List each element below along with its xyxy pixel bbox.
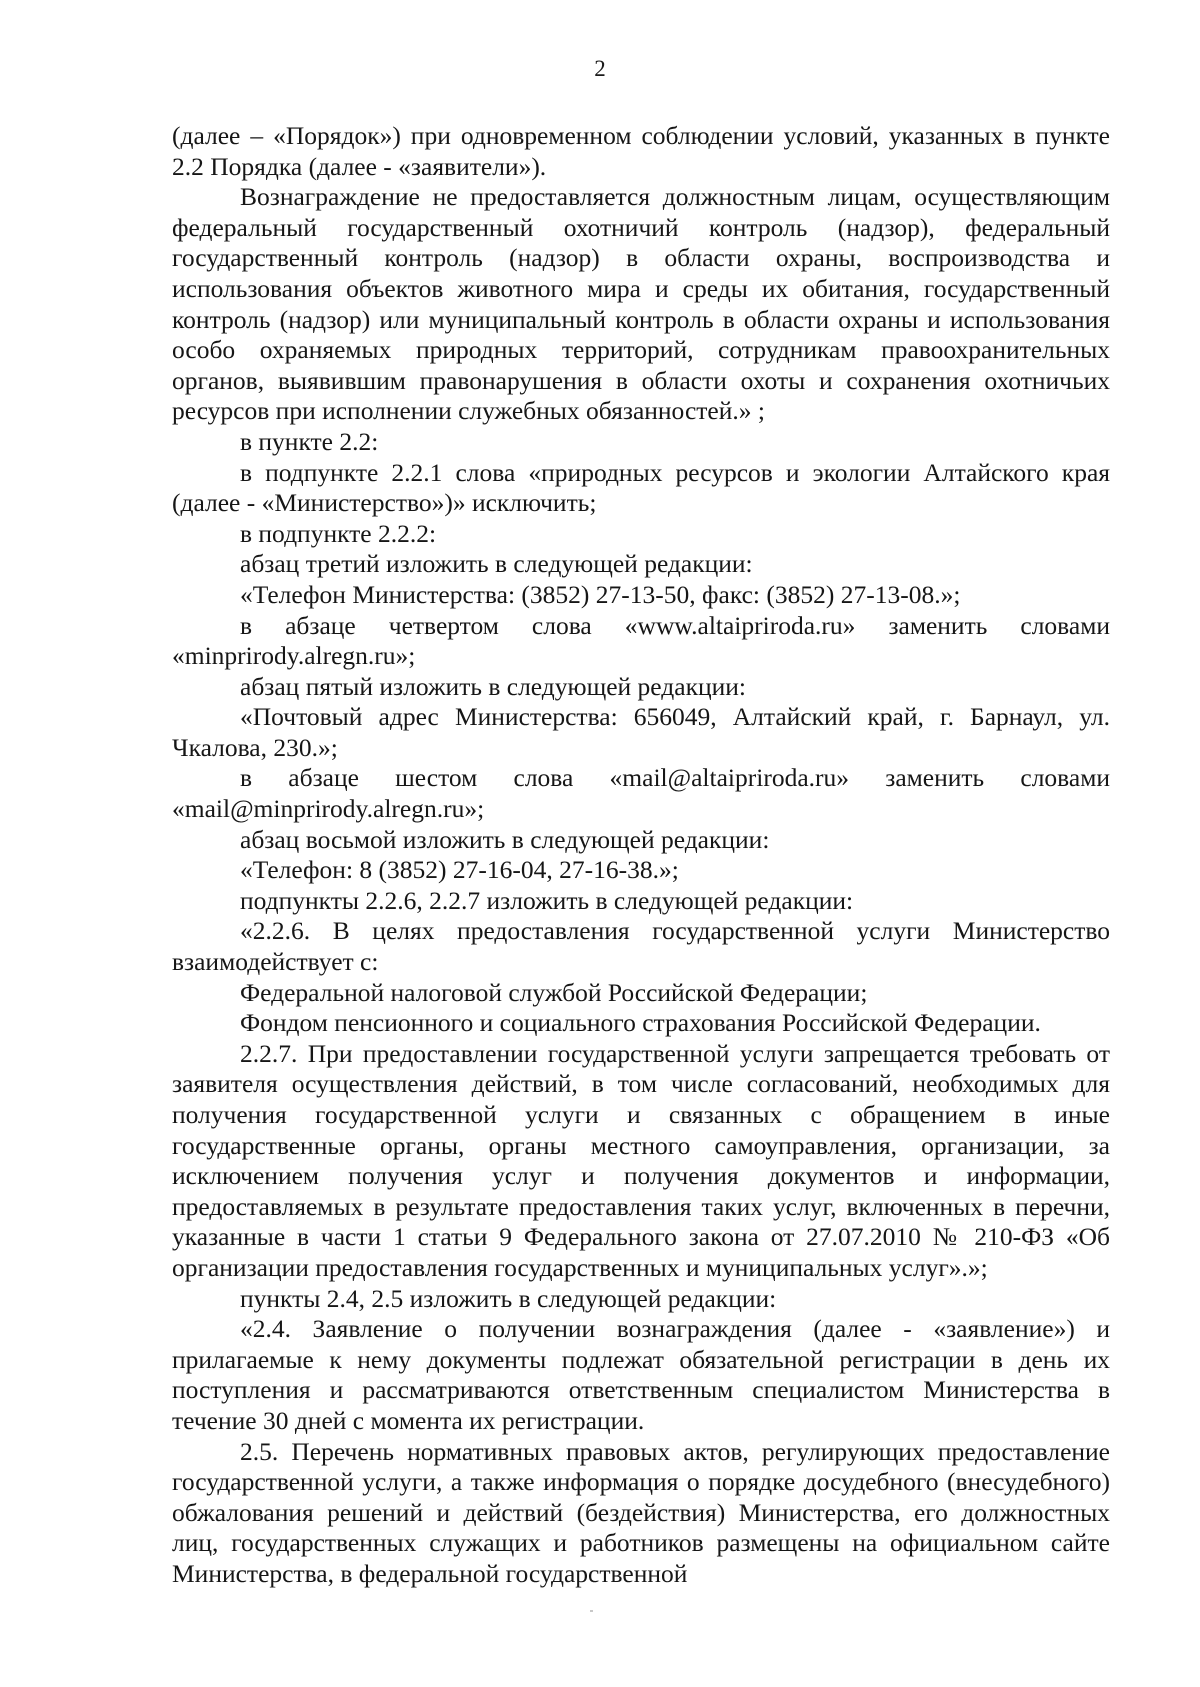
paragraph-pension-fund: Фондом пенсионного и социального страхования Российской Федерации. (240, 1008, 1041, 1038)
paragraph-tax-service: Федеральной налоговой службой Российской Федерации; (240, 977, 868, 1007)
paragraph-point-2-2: в пункте 2.2: (240, 426, 379, 456)
paragraph-2-2-6: «2.2.6. В целях предоставления государственной услуги Министерство взаимодействует с: (172, 916, 1110, 977)
paragraph-phone-fax: «Телефон Министерства: (3852) 27-13-50, факс: (3852) 27-13-08.»; (240, 579, 961, 609)
paragraph-continuation: (далее – «Порядок») при одновременном соблюдении условий, указанных в пункте 2.2 Порядка (далее - «заявители»). (172, 121, 1110, 181)
document-body (172, 121, 1110, 1590)
paragraph-abzac-8: абзац восьмой изложить в следующей редакции: (240, 824, 770, 854)
page-number: 2 (594, 56, 606, 81)
paragraph-abzac-3: абзац третий изложить в следующей редакции: (240, 549, 753, 579)
paragraph-reward-exclusion: Вознаграждение не предоставляется должностным лицам, осуществляющим федеральный государственный охотничий контроль (надзор), федеральный государственный контроль (надзор) в области охраны, воспроизводства и использования объектов животного мира и среды их обитания, государственный контроль (надзор) или муниципальный контроль в области охраны и использования особо охраняемых природных территорий, сотрудникам правоохранительных органов, выявившим правонарушения в области охоты и сохранения охотничьих ресурсов при исполнении служебных обязанностей.» ; (172, 182, 1110, 426)
paragraph-abzac-5: абзац пятый изложить в следующей редакции: (240, 671, 746, 701)
paragraph-subpoints-2-2-6-2-2-7: подпункты 2.2.6, 2.2.7 изложить в следующей редакции: (240, 885, 854, 915)
paragraph-subpoint-2-2-2: в подпункте 2.2.2: (240, 518, 437, 548)
paragraph-points-2-4-2-5: пункты 2.4, 2.5 изложить в следующей редакции: (240, 1283, 777, 1313)
paragraph-2-5: 2.5. Перечень нормативных правовых актов, регулирующих предоставление государственной услуги, а также информация о порядке досудебного (внесудебного) обжалования решений и действий (бездействия) Министерства, его должностных лиц, государственных служащих и работников размещены на официальном сайте Министерства, в федеральной государственной (172, 1436, 1110, 1588)
paragraph-postal-address: «Почтовый адрес Министерства: 656049, Алтайский край, г. Барнаул, ул. Чкалова, 230.»; (172, 702, 1110, 762)
paragraph-2-2-7: 2.2.7. При предоставлении государственной услуги запрещается требовать от заявителя осуществления действий, в том числе согласований, необходимых для получения государственной услуги и связанных с обращением в иные государственные органы, органы местного самоуправления, организации, за исключением получения услуг и получения документов и информации, предоставляемых в результате предоставления таких услуг, включенных в перечни, указанные в части 1 статьи 9 Федерального закона от 27.07.2010 № 210-ФЗ «Об организации предоставления государственных и муниципальных услуг».»; (172, 1038, 1110, 1282)
paragraph-subpoint-2-2-1: в подпункте 2.2.1 слова «природных ресурсов и экологии Алтайского края (далее - «Министерство»)» исключить; (172, 457, 1110, 518)
paragraph-abzac-4: в абзаце четвертом слова «www.altaipriroda.ru» заменить словами «minprirody.alregn.ru»; (172, 610, 1110, 671)
paragraph-abzac-6: в абзаце шестом слова «mail@altaipriroda.ru» заменить словами «mail@minprirody.alregn.ru»; (172, 763, 1110, 824)
paragraph-2-4: «2.4. Заявление о получении вознаграждения (далее - «заявление») и прилагаемые к нему документы подлежат обязательной регистрации в день их поступления и рассматриваются ответственным специалистом Министерства в течение 30 дней с момента их регистрации. (172, 1314, 1110, 1435)
paragraph-phone: «Телефон: 8 (3852) 27-16-04, 27-16-38.»; (240, 855, 679, 885)
scan-speck (590, 1610, 593, 1612)
